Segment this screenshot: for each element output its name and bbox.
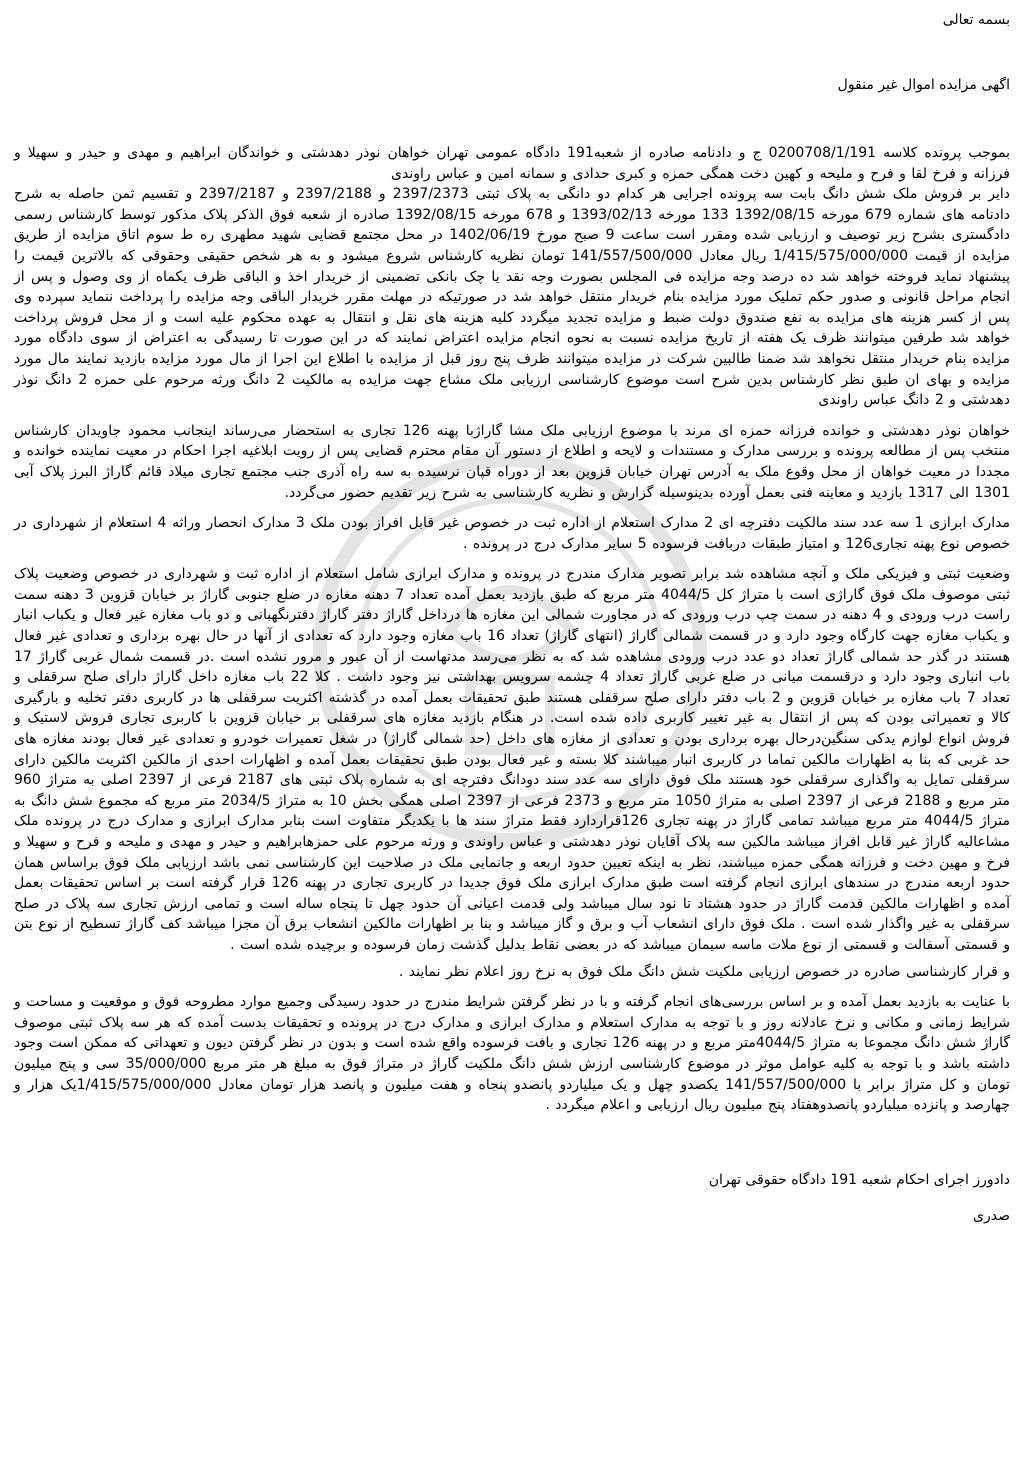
paragraph-auction-terms: دایر بر فروش ملک شش دانگ بابت سه پرونده اجرایی هر کدام دو دانگی به پلاک ثبتی 2397/2373 و 2397/2188 و 2397/2187 و تقسیم ثمن حاصله به شرح دادنامه های شماره 679 مورخه 1392/08/15 133 مورخه 1393/02/13 و 678 مورخه 1392/08/15 صادره از شعبه فوق الذکر پلاک مذکور توسط کارشناس رسمی دادگستری بشرح زیر توصیف و ارزیابی شده ومقرر است ساعت 9 صبح مورخ 1402/06/19 در محل مجتمع قضایی شهید مطهری ره ط سوم اتاق مزایده از طریق مزایده از قیمت 1/415/575/000/000 ریال معادل 141/557/500/000 تومان نظریه کارشناس شروع میشود و به هر شخص حقیقی وحقوقی که بالاترین قیمت را پیشنهاد نماید فروخته خواهد شد ده درصد وجه مزایده فی المجلس بصورت وجه نقد یا چک بانکی تضمینی از خریدار اخذ و الباقی ظرف یکماه از وی وصول و پس از انجام مراحل قانونی و صدور حکم تملیک مورد مزایده بنام خریدار منتقل خواهد شد در صورتیکه در مهلت مقرر خریدار الباقی وجه مزایده را پرداخت ننماید سپرده وی پس از کسر هزینه های مزایده به نفع صندوق دولت ضبط و مزایده تجدید میگردد کلیه هزینه های نقل و انتقال به عهده محکوم علیه است و از محل فروش پرداخت خواهد شد طرفین میتوانند ظرف یک هفته از تاریخ مزایده نسبت به نحوه انجام مزایده اعتراض نمایند که در این صورت تا رسیدگی به اعتراض از سوی دادگاه مورد مزایده بنام خریدار منتقل نخواهد شد ضمنا طالبین شرکت در مزایده میتوانند ظرف پنج روز قبل از مزایده با اطلاع این اجرا از مال مورد مزایده بازدید نمایند مال مورد مزایده و بهای ان طبق نظر کارشناس بدین شرح است موضوع کارشناسی ارزیابی ملک مشاع جهت مزایده به مالکیت 2 دانگ ورثه مرحوم علی حمزه 2 دانگ نوذر دهدشتی و 2 دانگ عباس راوندی [14, 186, 1011, 409]
paragraph-property-status: وضعیت ثبتی و فیزیکی ملک و آنچه مشاهده شد برابر تصویر مدارک مندرج در پرونده و مدارک ابرازی شامل استعلام از اداره ثبت و شهرداری در خصوص وضعیت پلاک ثبتی موصوف ملک فوق گاراژی است با متراژ کل 4044/5 متر مربع که طبق بازدید بعمل آمده تعداد 7 دهنه مغازه در ضلع جنوبی گاراژ بر خیابان قزوین 3 دهنه سمت راست درب ورودی و 4 دهنه در سمت چپ درب ورودی که در مجاورت شمالی این مغازه ها درداخل گاراژ دفتر گاراژ دفترنگهبانی و دو باب مغازه غیر فعال و یکباب انبار و یکباب مغازه جهت کارگاه وجود دارد و در قسمت شمالی گاراژ (انتهای گاراژ) تعداد 16 باب مغازه وجود دارد که تعدادی از آنها در حال بهره برداری و تعدادی غیر فعال هستند در گذر حد شمالی گاراژ تعداد دو عدد درب ورودی مشاهده شد که به نظر می‌رسد مدتهاست از آن عبور و مرور نشده است .در قسمت شمال غربی گاراژ 17 باب انباری وجود دارد و درقسمت میانی در ضلع غربی گاراژ تعداد 4 چشمه سرویس بهداشتی نیز وجود داشت . کلا 22 باب مغازه داخل گاراژ دارای صلح سرقفلی و تعداد 7 باب مغازه بر خیابان قزوین و 2 باب دفتر دارای صلح سرقفلی هستند طبق تحقیقات بعمل آمده در گذشته اکثریت سرقفلی ها در کاربری دفتر تخلیه و بارگیری کالا و تعمیراتی بودن که پس از انتقال به غیر تغییر کاربری داده شده است. در هنگام بازدید مغازه های سرقفلی بر خیابان قزوین با کاربری تجاری فروش لاستیک و فروش انواع لوازم یدکی سنگین‌درحال بهره برداری بودن و تعدادی از مغازه های داخل (حد شمالی گاراژ) در شغل تعمیرات خودرو و تعدادی غیر فعال بودند مغازه های حد غربی که بنا به اظهارات مالکین تماما در کاربری انبار میباشند کلا بسته و غیر فعال بودن طبق تحقیقات بعمل آمده و اظهارات احدی از مالکین اکثریت مالکین دارای سرقفلی تمایل به واگذاری سرقفلی خود هستند ملک فوق دارای سه عدد سند دودانگ دفترچه ای به شماره پلاک ثبتی های 2187 فرعی از 2397 اصلی به متراژ 960 متر مربع و 2188 فرعی از 2397 اصلی به متراژ 1050 متر مربع و 2373 فرعی از 2397 اصلی همگی بخش 10 به متراژ 2034/5 متر مربع که مجموع شش دانگ به متراژ 4044/5 متر مربع میباشد تمامی گاراژ در پهنه تجاری 126قراردارد فقط متراژ سند ها با یکدیگر متفاوت است بنابر مدارک ابرازی و مدارک درج در پرونده ملک مشاعالیه گاراژ غیر قابل افراز میباشد مالکین سه پلاک آقایان نوذر دهدشتی و عباس راوندی و ورثه مرحوم علی حمزهابراهیم و حیدر و مهدی و ملیحه و فرح و سهیلا و فرخ و مهین دخت و فرزانه همگی حمزه میباشند، نظر به اینکه تعیین حدود اربعه و جانمایی ملک در صلاحیت این کارشناسی نمی باشد ارزیابی ملک فوق براساس همان حدود اربعه مندرج در سندهای ابرازی انجام گرفته است طبق مدارک ابرازی ملک فوق جدیدا در کاربری تجاری در پهنه 126 قرار گرفته است بر اساس تحقیقات بعمل آمده و اظهارات مالکین قدمت گاراژ در حدود هشتاد تا نود سال میباشد ولی قدمت اعیانی آن حدود چهل تا پنجاه ساله است و تمامی ارزش تجاری سه پلاک در صلح سرقفلی به غیر واگذار شده است . ملک فوق دارای انشعاب آب و برق و گاز میباشد و بنا بر اظهارات مالکین انشعاب برق آن مجزا میباشد کف گاراژ تسطیح از نوع بتن و قسمتی آسفالت و قسمتی از نوع ملات ماسه سیمان میباشد که در بعضی نقاط بدلیل گذشت زمان فرسوده و برچیده شده است . [14, 566, 1011, 953]
signature-block [14, 1170, 1010, 1226]
paragraph-expert-visit: خواهان نوذر دهدشتی و خوانده فرزانه حمزه ای مرند با موضوع ارزیابی ملک مشا گاراژبا پهنه 126 تجاری به استحضار می‌رساند اینجانب محمود جاویدان کارشناس منتخب پس از مطالعه پرونده و بررسی مدارک و مستندات و لایحه و اطلاع از دستور آن مقام محترم قضایی پس از رویت ابلاغیه اجرا احکام در معیت نماینده خوانده و مجددا در معیت خواهان از محل وقوع ملک به آدرس تهران خیابان قزوین بعد از دوراه قپان نرسیده به سه راه آذری جنب مجتمع تجاری میلاد قائم گاراژ البرز پلاک آبی 1301 الی 1317 بازدید و معاینه فنی بعمل آورده بدینوسیله گزارش و نظریه کارشناسی به شرح زیر تقدیم حضور می‌گردد. [14, 422, 1011, 501]
notice-title: اگهی مزایده اموال غیر منقول [837, 77, 1010, 93]
signature-role: دادورز اجرای احکام شعبه 191 دادگاه حقوقی تهران [708, 1171, 1010, 1188]
basmala-heading: بسمه تعالی [942, 12, 1010, 28]
paragraph-appraisal-order: و قرار کارشناسی صادره در خصوص ارزیابی ملکیت شش دانگ ملک فوق به نرخ روز اعلام نظر نمایند . [398, 963, 1010, 980]
paragraph-submitted-documents: مدارک ابرازی 1 سه عدد سند مالکیت دفترچه ای 2 مدارک استعلام از اداره ثبت در خصوص غیر قابل افراز بودن ملک 3 مدارک انحصار وراثه 4 استعلام از شهرداری در خصوص نوع پهنه تجاری126 و امتیاز طبقات دربافت فرسوده 5 سایر مدارک درج در پرونده . [14, 515, 1010, 552]
paragraph-case-intro: بموجب پرونده کلاسه 0200708/1/191 ج و دادنامه صادره از شعبه191 دادگاه عمومی تهران خواهان نوذر دهدشتی و خواندگان ابراهیم و مهدی و حیدر و سهیلا و فرزانه و فرخ لقا و فرح و ملیحه و کهین دخت همگی حمزه و کبری حدادی و سمانه امین و عباس راوندی [14, 145, 1010, 182]
paragraph-valuation: با عنایت به بازدید بعمل آمده و بر اساس بررسی‌های انجام گرفته و با در نظر گرفتن شرایط مندرج در حدود رسیدگی وجمیع موارد مطروحه فوق و موقعیت و مساحت و شرایط زمانی و مکانی و نرخ عادلانه روز و با توجه به مدارک استعلام و مدارک ابرازی و مدارک درج در پرونده و تحقیقات بدست آمده که هر سه پلاک ثبتی موصوف گاراژ شش دانگ مجموعا به متراژ 4044/5متر مربع و در پهنه 126 تجاری و بافت فرسوده واقع شده است و بدون در نظر گرفتن دیون و تعهداتی که ممکن است وجود داشته باشد و با توجه به کلیه عوامل موثر در موضوع کارشناسی ارزش شش دانگ ملکیت گاراژ در متراژ فوق به مبلغ هر متر مربع 35/000/000 سی و پنج میلیون تومان و کل متراژ برابر با 141/557/500/000 یکصدو چهل و یک میلیاردو پانصدو پنجاه و هفت میلیون و پانصد هزار تومان معادل 1/415/575/000/000یک هزار و چهارصد و پانزده میلیاردو پانصدوهفتاد پنج میلیون ریال ارزیابی و اعلام میگردد . [14, 994, 1011, 1114]
signature-name: صدری [973, 1207, 1010, 1224]
